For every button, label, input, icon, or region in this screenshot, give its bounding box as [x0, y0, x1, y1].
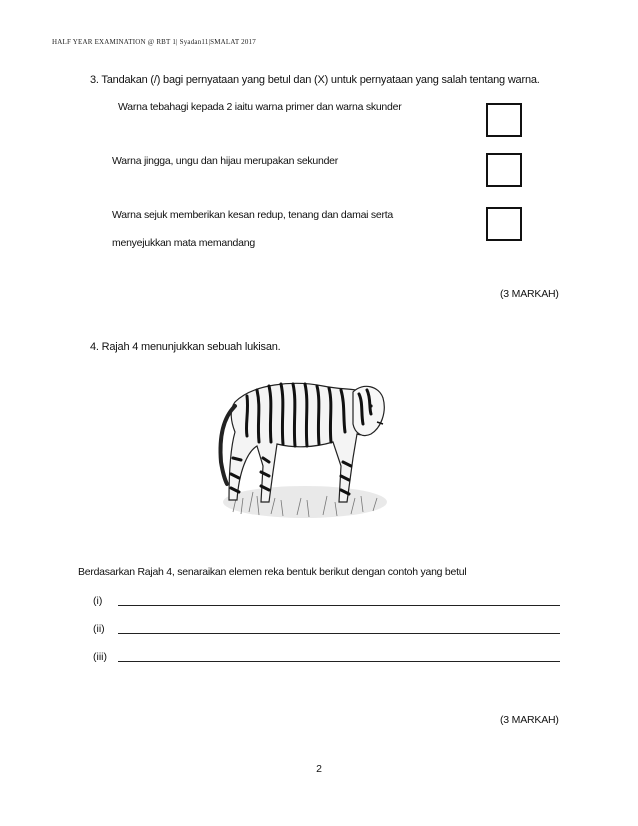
statement-3-continued: menyejukkan mata memandang	[112, 237, 255, 249]
answer-line[interactable]	[118, 633, 560, 634]
exam-header: HALF YEAR EXAMINATION @ RBT 1| Syadan11|SMALAT 2017	[52, 38, 256, 46]
answer-box-3[interactable]	[486, 207, 522, 241]
question-3: 3. Tandakan (/) bagi pernyataan yang betul dan (X) untuk pernyataan yang salah tentang warna.	[90, 74, 540, 86]
answer-row-1	[93, 595, 563, 611]
statement-1: Warna tebahagi kepada 2 iaitu warna primer dan warna skunder	[118, 101, 402, 113]
answer-row-3	[93, 651, 563, 667]
page-number: 2	[316, 763, 322, 775]
answer-box-2[interactable]	[486, 153, 522, 187]
answer-box-1[interactable]	[486, 103, 522, 137]
answer-label: (i)	[93, 595, 103, 607]
answer-line[interactable]	[118, 605, 560, 606]
answer-label: (iii)	[93, 651, 107, 663]
tiger-drawing	[213, 362, 389, 524]
marks-label-q3: (3 MARKAH)	[500, 288, 559, 300]
answer-label: (ii)	[93, 623, 105, 635]
statement-2: Warna jingga, ungu dan hijau merupakan sekunder	[112, 155, 339, 167]
question-4: 4. Rajah 4 menunjukkan sebuah lukisan.	[90, 341, 281, 353]
statement-3: Warna sejuk memberikan kesan redup, tenang dan damai serta	[112, 209, 394, 221]
marks-label-q4: (3 MARKAH)	[500, 714, 559, 726]
answer-row-2	[93, 623, 563, 639]
q4-instruction: Berdasarkan Rajah 4, senaraikan elemen reka bentuk berikut dengan contoh yang betul	[78, 566, 467, 578]
answer-line[interactable]	[118, 661, 560, 662]
